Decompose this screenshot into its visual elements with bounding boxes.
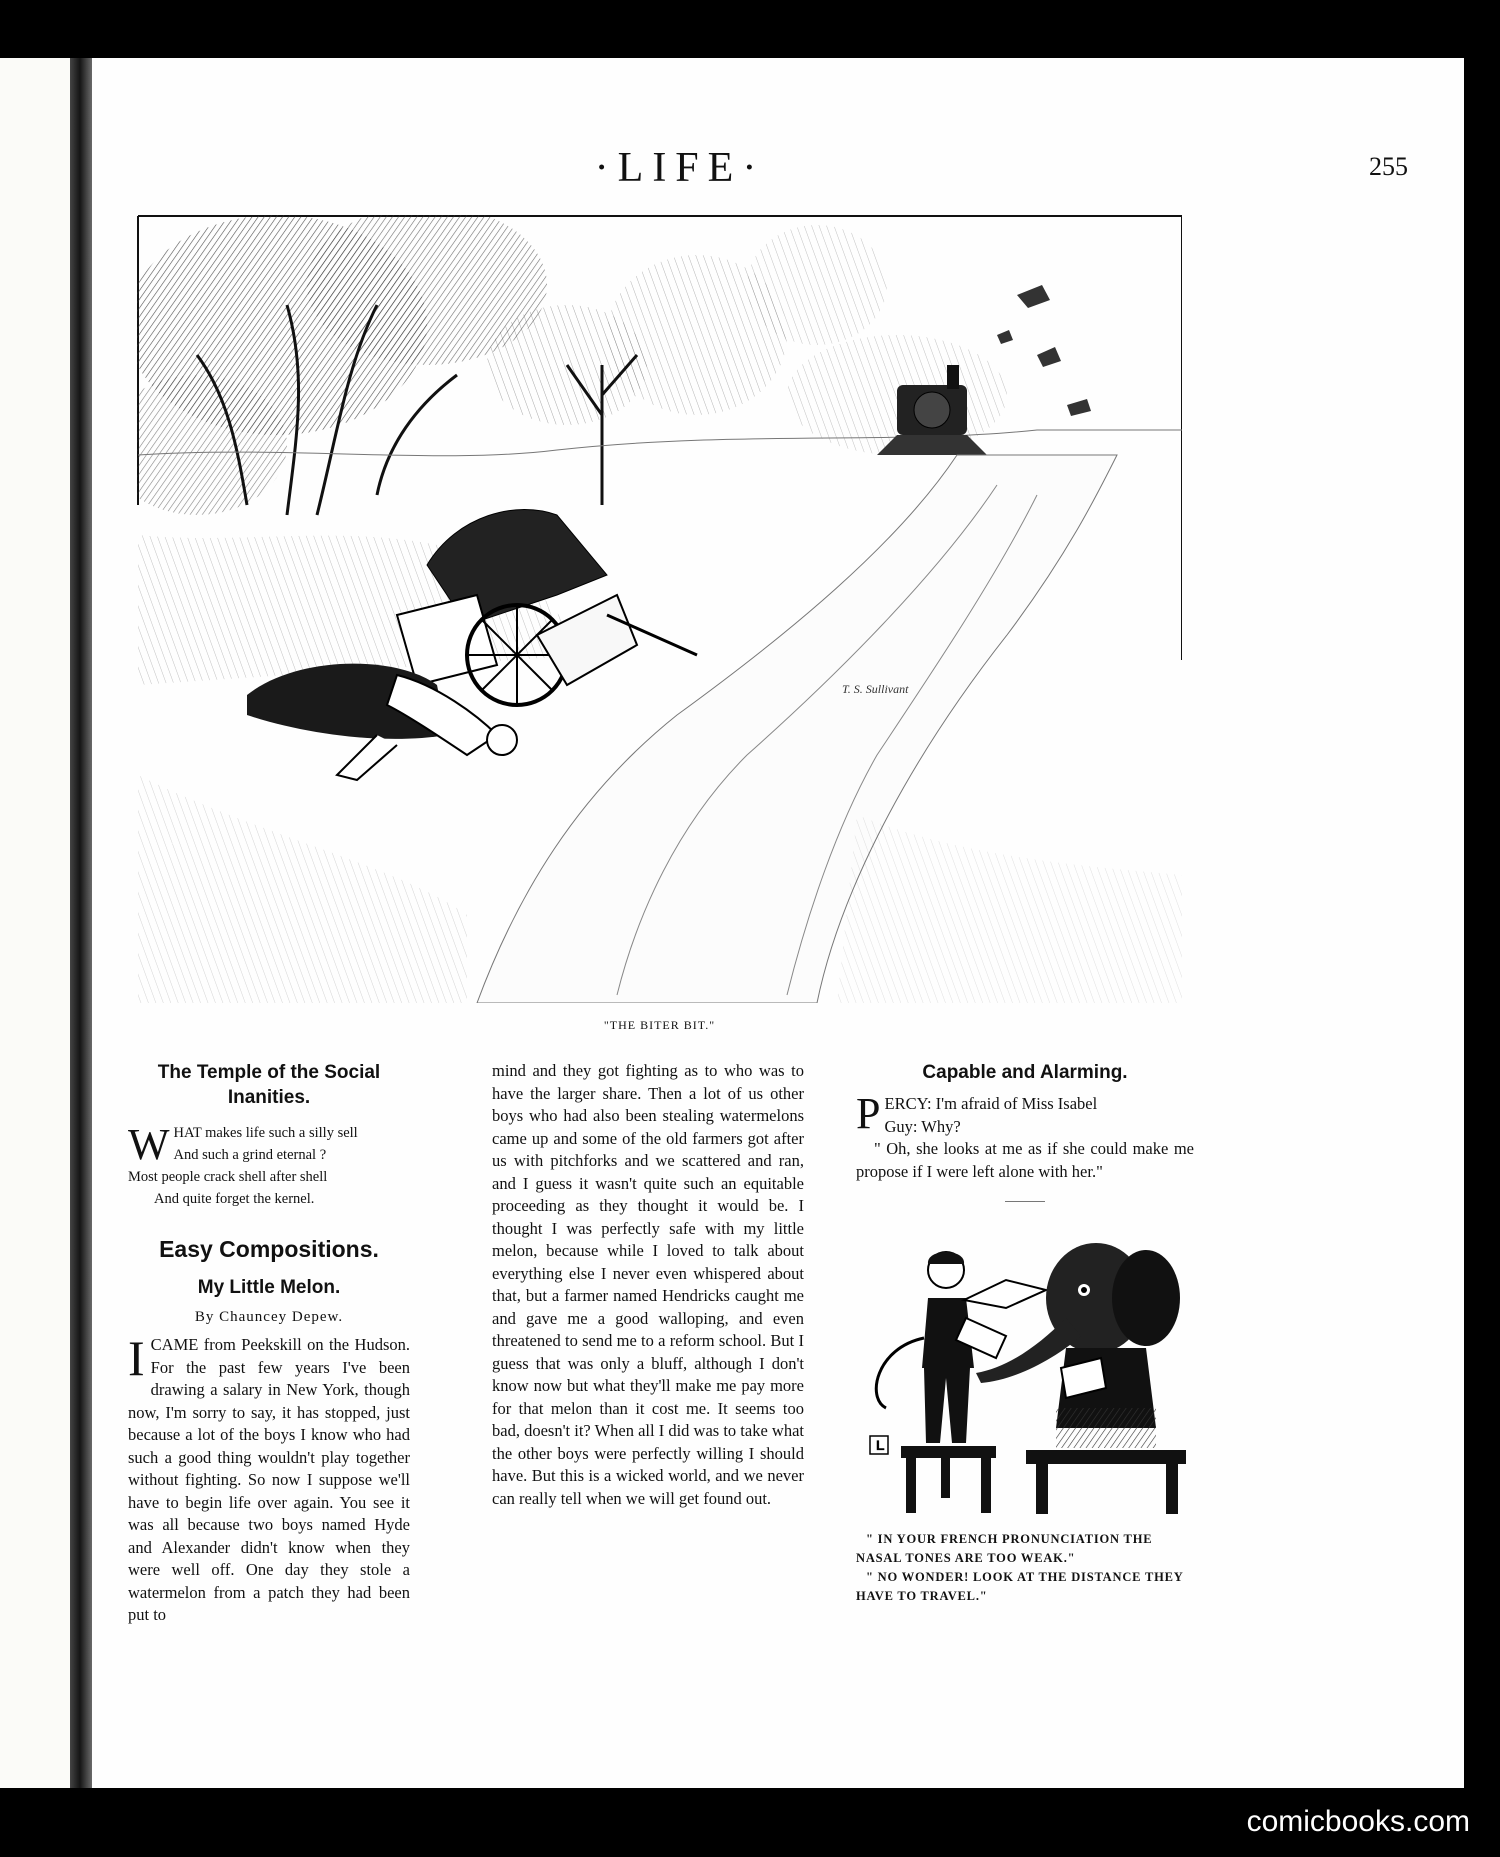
artist-signature: T. S. Sullivant xyxy=(842,682,909,696)
easy-compositions-title: Easy Compositions. xyxy=(159,1236,379,1262)
capable-title: Capable and Alarming. xyxy=(922,1062,1128,1083)
melon-title: My Little Melon. xyxy=(197,1277,341,1298)
verse-line-3: Most people crack shell after shell xyxy=(128,1169,328,1185)
capable-line-3: " Oh, she looks at me as if she could make me propose if I were left alone with her." xyxy=(856,1139,1194,1181)
artist-monogram: L xyxy=(876,1437,885,1453)
book-gutter xyxy=(70,58,92,1788)
temple-title: The Temple of the Social Inanities. xyxy=(157,1062,381,1108)
melon-byline: By Chauncey Depew. xyxy=(194,1309,344,1325)
column-2 xyxy=(492,1060,804,1510)
column-1 xyxy=(128,1060,410,1627)
column-3 xyxy=(856,1060,1194,1606)
capable-line-1: ERCY: I'm afraid of Miss Isabel xyxy=(884,1094,1098,1113)
tree-foliage-group xyxy=(137,215,1007,515)
temple-verse xyxy=(128,1122,410,1210)
cartoon-caption-line-2: " NO WONDER! LOOK AT THE DISTANCE THEY HAVE TO TRAVEL." xyxy=(856,1570,1184,1603)
verse-dropcap: W xyxy=(128,1120,170,1169)
elephant-figure xyxy=(976,1243,1180,1448)
capable-line-2: Guy: Why? xyxy=(884,1116,961,1136)
elephant-stool xyxy=(1026,1450,1186,1514)
divider-rule xyxy=(1005,1201,1045,1202)
main-illustration xyxy=(137,215,1182,1003)
verse-line-4: And quite forget the kernel. xyxy=(154,1191,315,1207)
site-watermark: comicbooks.com xyxy=(1246,1805,1470,1838)
melon-text-part-2: mind and they got fighting as to who was to have the larger share. Then a lot of us other boys who had also been stealing watermelons came up and some of the old farmers got after us with pitchforks and we scattered and ran, and I guess it wasn't quite such an equitable proceeding as they thought it would be. I thought I was perfectly safe with my little melon, because while I loved to talk about everything else I never even whispered about that, but a farmer named Hendricks caught me and gave me a good walloping, and even threatened to send me to a reform school. But I guess that was only a bluff, although I don't know now but what they'll make me pay more for that melon than it cost me. It seems too bad, doesn't it? When all I did was to take what the other boys were perfectly willing I should have. But this is a wicked world, and we never can really tell when we will get found out. xyxy=(492,1061,804,1508)
page-number: 255 xyxy=(1369,152,1408,181)
monkey-elephant-cartoon xyxy=(856,1218,1194,1518)
verse-line-1: HAT makes life such a silly sell xyxy=(173,1125,358,1141)
right-border xyxy=(1464,58,1500,1788)
melon-col1-text: CAME from Peekskill on the Hudson. For the past few years I've been drawing a salary in New York, though now, I'm sorry to say, it has stopped, just because a lot of the boys I know who had such a good thing wouldn't play together without fighting. So now I suppose we'll have to begin life over again. You see it was all because two boys named Hyde and Alexander didn't know when they were well off. One day they stole a watermelon from a patch they had been put to xyxy=(128,1335,410,1624)
cartoon-caption xyxy=(856,1530,1194,1606)
masthead: ·LIFE· xyxy=(594,145,766,191)
illustration-caption: "THE BITER BIT." xyxy=(603,1018,716,1032)
capable-text xyxy=(856,1089,1194,1183)
cartoon-caption-line-1: " IN YOUR FRENCH PRONUNCIATION THE NASAL TONES ARE TOO WEAK." xyxy=(856,1532,1153,1565)
melon-text-part-1 xyxy=(128,1330,410,1627)
monkey-figure xyxy=(876,1252,1046,1443)
verse-line-2: And such a grind eternal ? xyxy=(173,1147,327,1163)
capable-dropcap: P xyxy=(856,1089,881,1138)
melon-dropcap: I xyxy=(128,1330,145,1386)
flying-debris xyxy=(997,285,1091,416)
monkey-stool xyxy=(901,1446,996,1513)
